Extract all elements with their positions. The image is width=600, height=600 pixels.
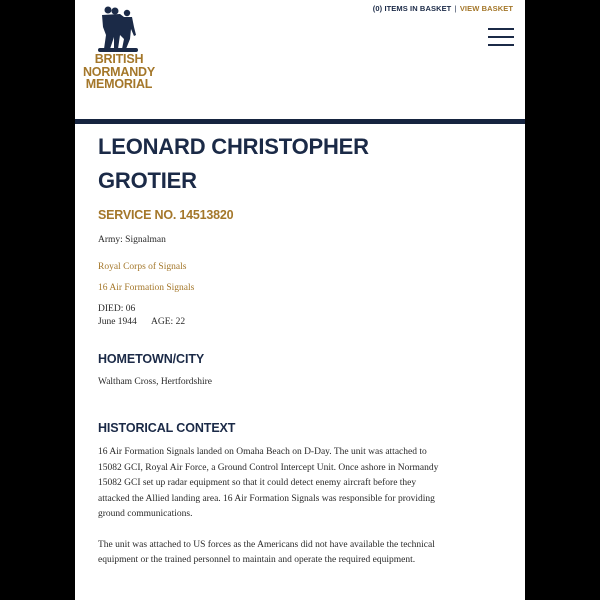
- rank: Army: Signalman: [98, 235, 166, 245]
- soldier-profile: [98, 130, 443, 569]
- soldier-name: [98, 130, 443, 198]
- age: AGE: 22: [151, 317, 186, 327]
- basket-bar: [373, 4, 513, 13]
- hamburger-menu-icon[interactable]: [488, 28, 514, 48]
- site-header: [75, 0, 525, 119]
- regiment-link[interactable]: Royal Corps of Signals: [98, 262, 187, 272]
- hometown-title: HOMETOWN/CITY: [98, 352, 205, 366]
- site-logo[interactable]: [77, 5, 161, 91]
- logo-line-1: BRITISH: [94, 52, 144, 66]
- basket-count-link[interactable]: (0) ITEMS IN BASKET: [372, 4, 452, 13]
- menu-bar: [488, 44, 514, 46]
- died-date: June 1944: [98, 317, 137, 327]
- view-basket-link[interactable]: VIEW BASKET: [459, 4, 513, 13]
- logo-line-2: NORMANDY: [82, 64, 155, 79]
- unit-link[interactable]: 16 Air Formation Signals: [98, 283, 195, 293]
- historical-context-paragraph: The unit was attached to US forces as the Americans did not have available the technical equipment or the trained personnel to maintain and operate the required equipment.: [98, 539, 435, 565]
- historical-context-paragraph: 16 Air Formation Signals landed on Omaha Beach on D-Day. The unit was attached to 15082 GCI, Royal Air Force, a Ground Control Intercept Unit. Once ashore in Normandy 15082 GCI set up radar equipment so that it could detect enemy aircraft before they attacked the Allied landing area. 16 Air Formation Signals was responsible for providing ground communications.: [98, 447, 439, 519]
- soldiers-silhouette-icon: [96, 5, 142, 53]
- name-line-1: LEONARD CHRISTOPHER: [98, 134, 369, 159]
- name-line-2: GROTIER: [98, 168, 197, 193]
- hometown-value: Waltham Cross, Hertfordshire: [98, 377, 212, 387]
- page: [75, 0, 525, 600]
- historical-context-title: HISTORICAL CONTEXT: [98, 421, 236, 435]
- basket-separator: |: [454, 4, 457, 13]
- menu-bar: [488, 28, 514, 30]
- died-date-row: [98, 316, 443, 329]
- died-label: DIED: 06: [98, 304, 136, 314]
- header-divider: [75, 119, 525, 124]
- service-number: SERVICE NO. 14513820: [98, 208, 234, 222]
- logo-line-3: MEMORIAL: [85, 77, 153, 91]
- menu-bar: [488, 36, 514, 38]
